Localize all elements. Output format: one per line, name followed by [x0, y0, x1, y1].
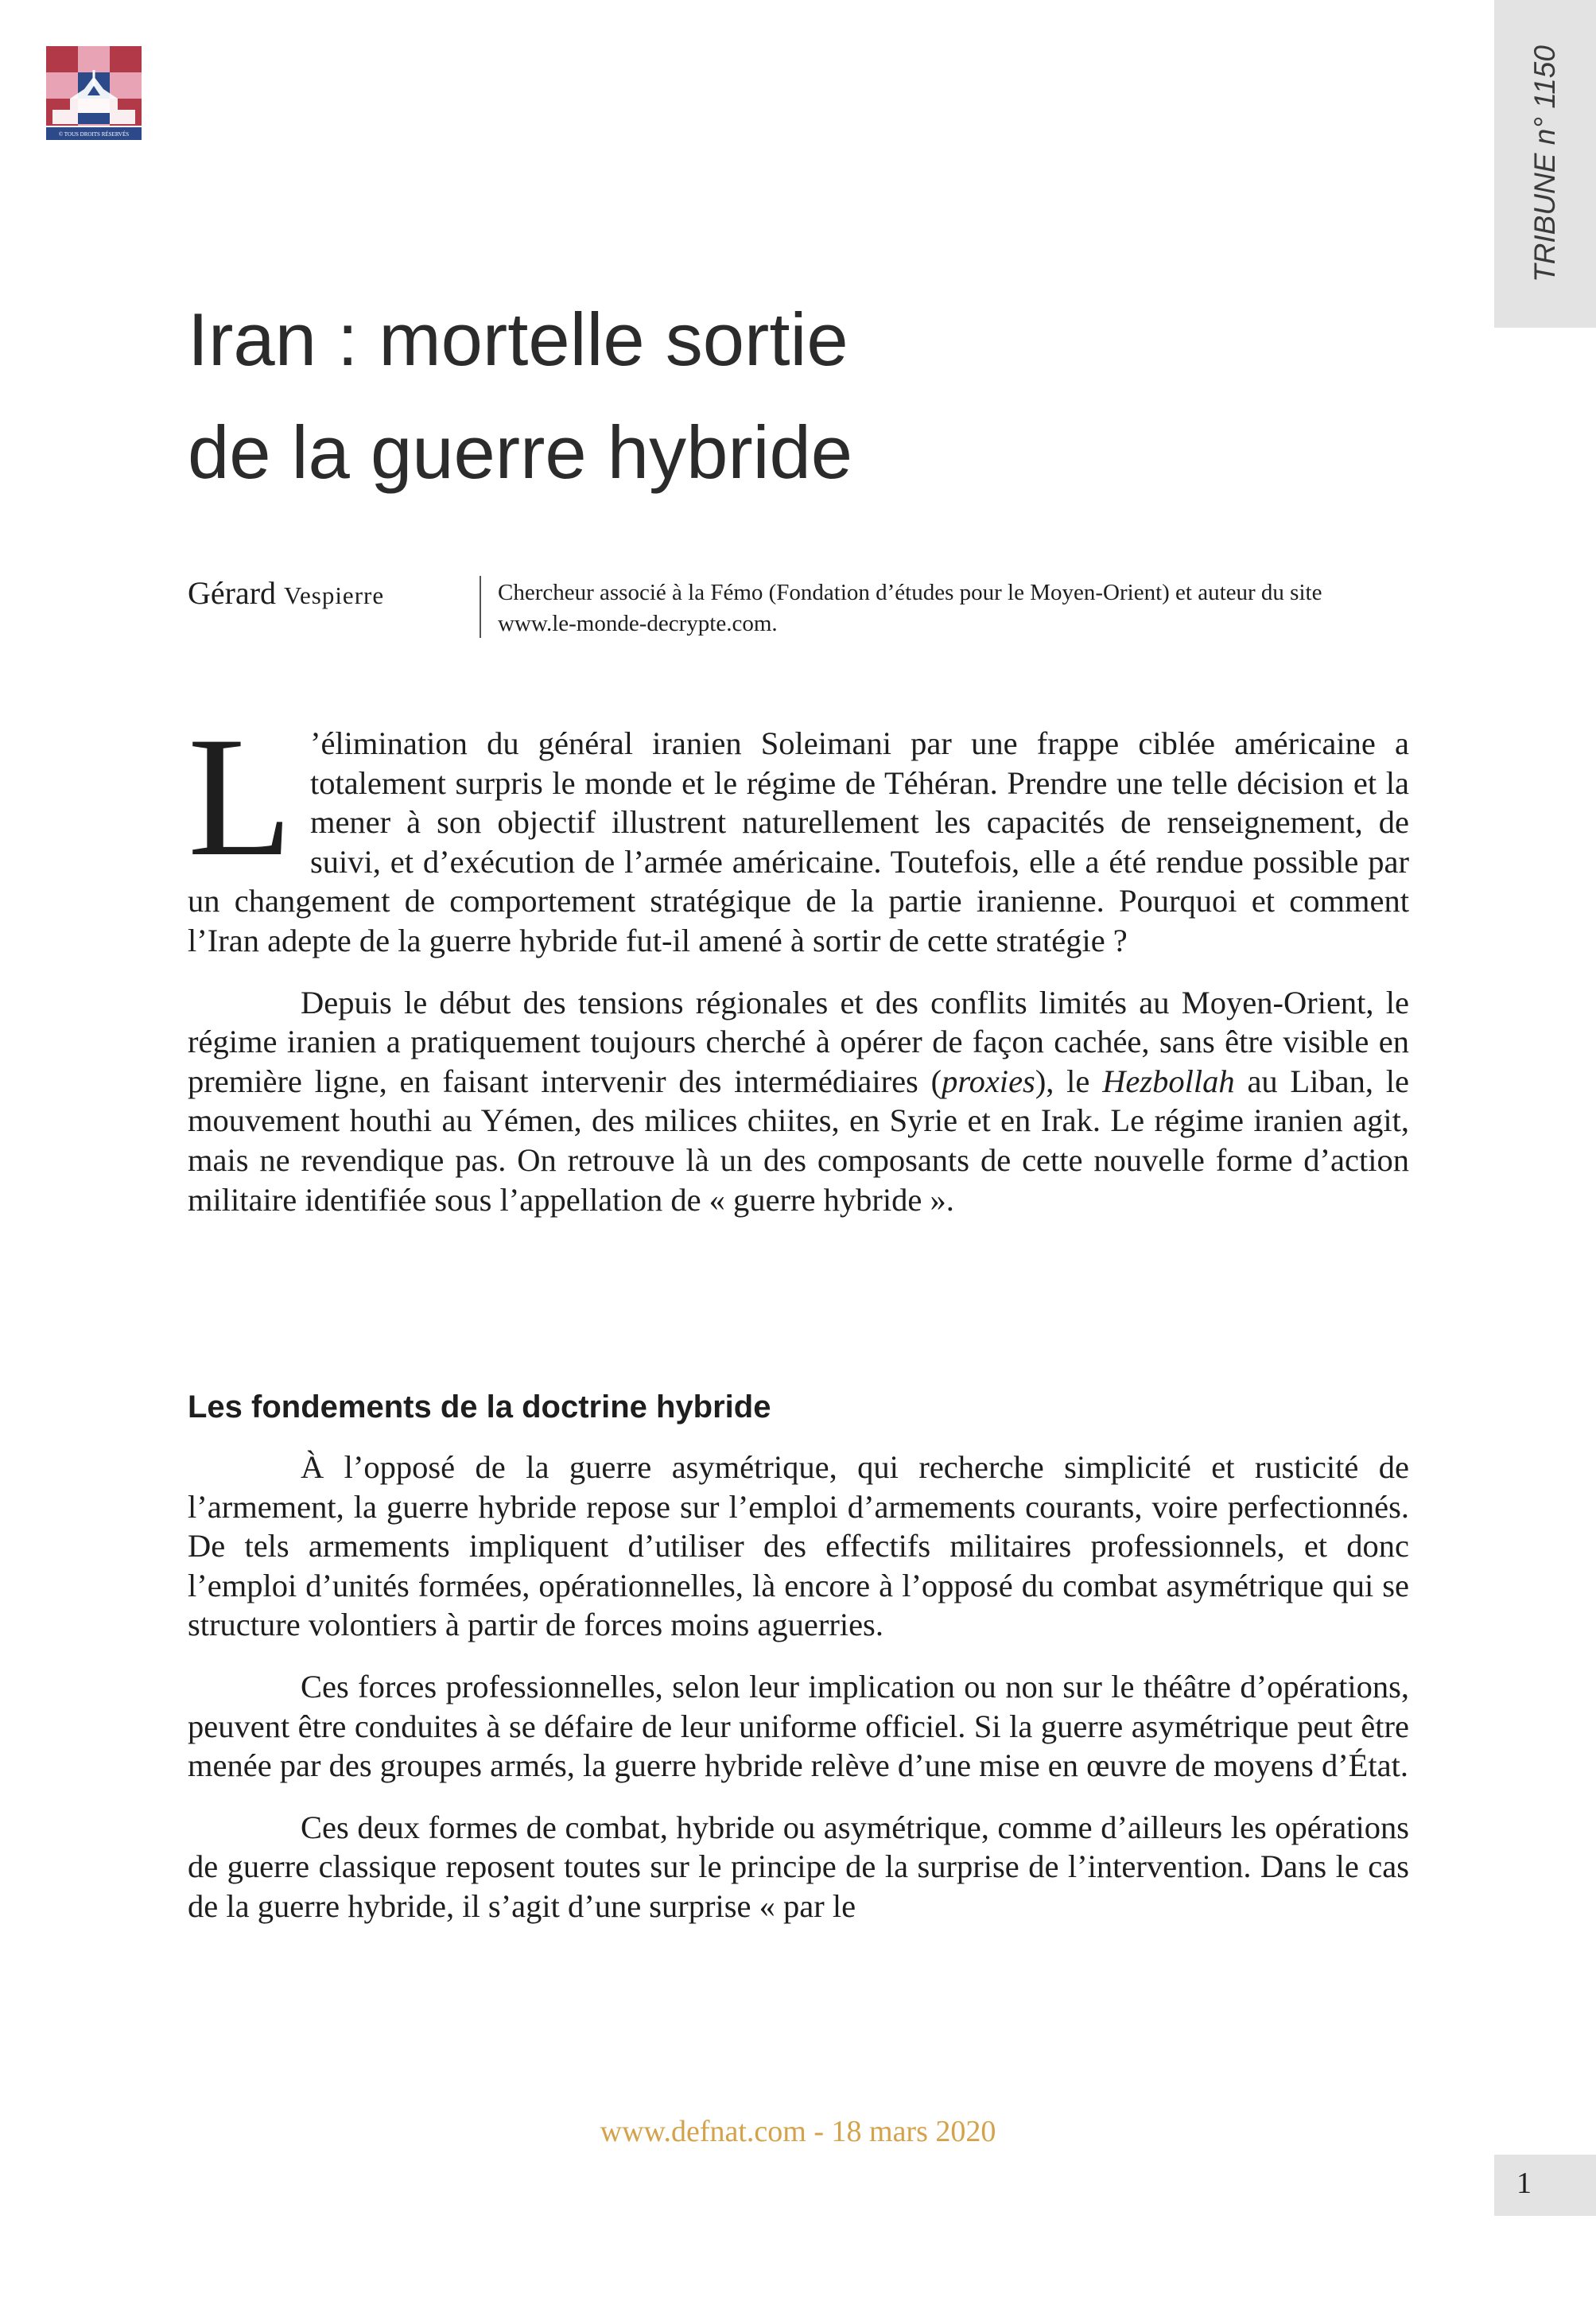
affiliation-line-2: www.le-monde-decrypte.com.	[498, 611, 778, 636]
author-last-name: Vespierre	[284, 581, 385, 609]
section-paragraph-2: Ces forces professionnelles, selon leur implication ou non sur le théâtre d’opérations, peuvent être conduites à se défaire de leur uniforme officiel. Si la guerre asymétrique peut être menée par des groupes armés, la guerre hybride relève d’une mise en œuvre de moyens d’État.	[188, 1668, 1409, 1784]
para2-text-3: au Liban, le mouvement houthi au Yémen, des milices chiites, en Syrie et en Irak. Le régime iranien agit, mais ne revendique pas. On retrouve là un des composants de cette nouvelle forme d’action militaire identifiée sous l’appellation de « guerre hybride ».	[188, 1063, 1410, 1218]
tribune-label: TRIBUNE n° 1150	[1528, 45, 1561, 282]
section-body	[188, 1448, 1409, 1949]
article-title	[188, 283, 852, 509]
title-line-1: Iran : mortelle sortie	[188, 297, 848, 381]
intro-paragraph	[188, 702, 1409, 961]
para2-text-1: Depuis le début des tensions régionales et des conflits limités au Moyen-Orient, le régime iranien a pratiquement toujours cherché à opérer de façon cachée, sans être visible en première ligne, en faisant intervenir des intermédiaires (	[188, 984, 1409, 1099]
paragraph-2	[188, 983, 1409, 1220]
logo-caption: © TOUS DROITS RÉSERVÉS	[58, 131, 130, 138]
article-intro	[188, 702, 1410, 1242]
tribune-tab	[1494, 0, 1596, 328]
author-name	[188, 574, 384, 612]
title-line-2: de la guerre hybride	[188, 410, 853, 494]
section-paragraph-3: Ces deux formes de combat, hybride ou asymétrique, comme d’ailleurs les opérations de guerre classique reposent toutes sur le principe de la surprise de l’intervention. Dans le cas de la guerre hybride, il s’agit d’une surprise « par le	[188, 1809, 1409, 1924]
ecole-militaire-logo	[46, 46, 142, 140]
intro-text: ’élimination du général iranien Soleimani par une frappe ciblée américaine a totalement surpris le monde et le régime de Téhéran. Prendre une telle décision et la mener à son objectif illustrent naturellement les capacités de renseignement, de suivi, et d’exécution de l’armée américaine. Toutefois, elle a été rendue possible par un changement de comportement stratégique de la partie iranienne. Pourquoi et comment l’Iran adepte de la guerre hybride fut-il amené à sortir de cette stratégie ?	[188, 725, 1409, 958]
author-divider	[480, 576, 481, 638]
para2-italic-hezbollah: Hezbollah	[1102, 1063, 1235, 1099]
page-number-tab	[1494, 2155, 1596, 2216]
para2-text-2: ), le	[1035, 1063, 1103, 1099]
ecole-militaire-logo-icon	[46, 46, 142, 140]
section-paragraph-1: À l’opposé de la guerre asymétrique, qui recherche simplicité et rusticité de l’armement, la guerre hybride repose sur l’emploi d’armements courants, voire perfectionnés. De tels armements impliquent d’utiliser des effectifs militaires professionnels, et donc l’emploi d’unités formées, opérationnelles, là encore à l’opposé du combat asymétrique qui se structure volontiers à partir de forces moins aguerries.	[188, 1449, 1409, 1643]
para2-italic-proxies: proxies	[942, 1063, 1035, 1099]
section-heading: Les fondements de la doctrine hybride	[188, 1390, 771, 1425]
drop-cap: L	[188, 702, 293, 892]
affiliation-line-1: Chercheur associé à la Fémo (Fondation d’études pour le Moyen-Orient) et auteur du site	[498, 580, 1322, 605]
footer-link[interactable]: www.defnat.com - 18 mars 2020	[600, 2115, 996, 2148]
author-first-name: Gérard	[188, 575, 277, 611]
author-affiliation	[498, 577, 1412, 639]
page-number: 1	[1516, 2167, 1532, 2200]
